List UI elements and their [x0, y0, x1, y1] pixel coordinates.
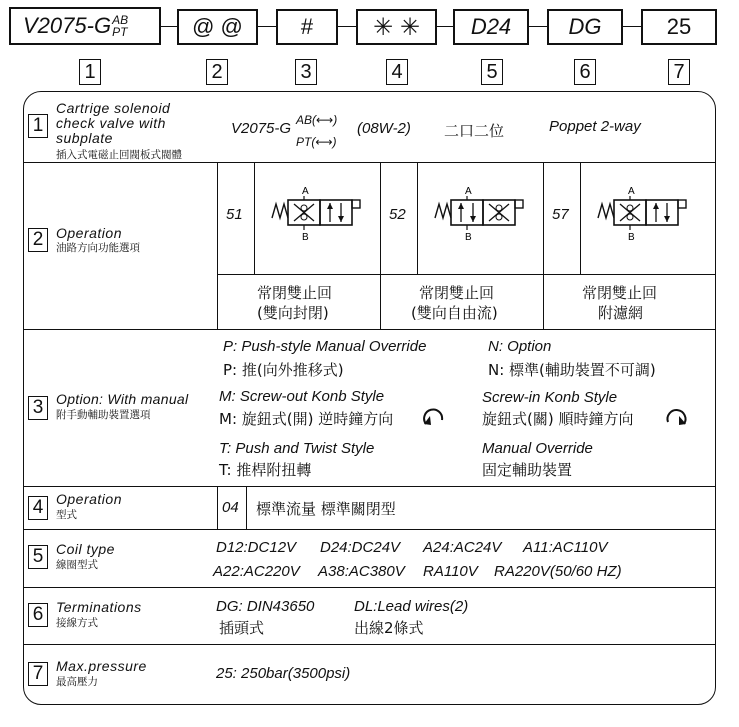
option-52-code: 52: [389, 206, 406, 223]
option-t-zh: T: 推桿附扭轉: [219, 461, 312, 479]
model-sub: PT: [112, 25, 128, 39]
svg-text:A: A: [628, 186, 635, 197]
row-1-title: Cartrige solenoid check valve with subplate: [56, 100, 171, 146]
header-index-5: 5: [481, 59, 503, 85]
manual-override-en: Manual Override: [482, 440, 593, 457]
row-6-title: Terminations: [56, 599, 142, 615]
coil-a22: A22:AC220V: [213, 563, 300, 580]
row-3-title: Option: With manual: [56, 391, 189, 407]
coil-d12: D12:DC12V: [216, 539, 297, 556]
row-7-title-zh: 最高壓力: [56, 676, 98, 688]
row-1-model-suffix: (08W-2): [357, 120, 411, 137]
option-n-zh: N: 標準(輔助裝置不可調): [488, 361, 656, 379]
code-box-option-3: #: [276, 9, 338, 45]
header-index-4: 4: [386, 59, 408, 85]
row-7-title: Max.pressure: [56, 658, 147, 674]
option-52-desc-2: (雙向自由流): [411, 304, 498, 322]
svg-text:B: B: [628, 232, 635, 240]
option-57-code: 57: [552, 206, 569, 223]
header-index-7: 7: [668, 59, 690, 85]
coil-a11: A11:AC110V: [523, 539, 608, 556]
clockwise-arrow-icon: [664, 404, 688, 426]
row-7-number: 7: [28, 662, 48, 686]
row-4-number: 4: [28, 496, 48, 520]
row-1-title-zh: 插入式電磁止回閥板式閥體: [56, 149, 182, 161]
header-index-3: 3: [295, 59, 317, 85]
code-box-model: [9, 7, 161, 45]
svg-text:B: B: [302, 232, 309, 240]
code-box-option-4: ✳ ✳: [356, 9, 437, 45]
max-pressure-value: 25: 250bar(3500psi): [216, 665, 351, 682]
model-main: V2075-G: [23, 13, 112, 38]
coil-d24: D24:DC24V: [320, 539, 401, 556]
termination-dg-en: DG: DIN43650: [216, 598, 315, 615]
operation-desc: 標準流量 標準關閉型: [256, 500, 396, 518]
coil-a38: A38:AC380V: [318, 563, 405, 580]
row-2-title: Operation: [56, 225, 122, 241]
row-1-model-ports: AB(⟷) PT(⟷): [296, 113, 338, 149]
option-t-en: T: Push and Twist Style: [219, 440, 375, 457]
row-2-number: 2: [28, 228, 48, 252]
code-box-option-5: D24: [453, 9, 529, 45]
header-index-1: 1: [79, 59, 101, 85]
option-57-desc-1: 常閉雙止回: [582, 284, 658, 302]
row-5-title-zh: 線圈型式: [56, 559, 98, 571]
option-51-desc-1: 常閉雙止回: [257, 284, 333, 302]
row-6-title-zh: 接線方式: [56, 617, 98, 629]
termination-dl-zh: 出線2條式: [354, 619, 424, 637]
coil-a24: A24:AC24V: [423, 539, 502, 556]
row-1-model: V2075-G: [231, 120, 292, 137]
code-box-option-2: @ @: [177, 9, 258, 45]
svg-text:A: A: [302, 186, 309, 197]
row-2-title-zh: 油路方向功能選項: [56, 242, 140, 254]
option-screw-in-zh: 旋鈕式(關) 順時鐘方向: [482, 410, 634, 428]
coil-ra220: RA220V(50/60 HZ): [494, 563, 622, 580]
option-57-desc-2: 附濾網: [598, 304, 644, 322]
option-p-en: P: Push-style Manual Override: [223, 338, 427, 355]
row-4-title-zh: 型式: [56, 509, 77, 521]
option-m-zh: M: 旋鈕式(開) 逆時鐘方向: [219, 410, 394, 428]
termination-dl-en: DL:Lead wires(2): [354, 598, 469, 615]
option-n-en: N: Option: [488, 338, 552, 355]
code-box-option-7: 25: [641, 9, 717, 45]
option-m-en: M: Screw-out Konb Style: [219, 388, 385, 405]
row-6-number: 6: [28, 603, 48, 627]
row-3-number: 3: [28, 396, 48, 420]
valve-symbol-57: [594, 184, 698, 240]
operation-code: 04: [222, 499, 239, 516]
coil-ra110: RA110V: [423, 563, 478, 580]
header-index-2: 2: [206, 59, 228, 85]
row-1-en-desc: Poppet 2-way: [549, 118, 641, 135]
svg-text:A: A: [465, 186, 472, 197]
row-4-title: Operation: [56, 491, 122, 507]
row-5-number: 5: [28, 545, 48, 569]
valve-symbol-52: [431, 184, 535, 240]
option-screw-in-en: Screw-in Konb Style: [482, 389, 618, 406]
option-51-desc-2: (雙向封閉): [257, 304, 329, 322]
option-p-zh: P: 推(向外推移式): [223, 361, 344, 379]
svg-text:B: B: [465, 232, 472, 240]
row-3-title-zh: 附手動輔助裝置選項: [56, 409, 151, 421]
manual-override-zh: 固定輔助裝置: [482, 461, 573, 479]
counterclockwise-arrow-icon: [422, 404, 446, 426]
termination-dg-zh: 插頭式: [219, 619, 265, 637]
option-52-desc-1: 常閉雙止回: [419, 284, 495, 302]
option-51-code: 51: [226, 206, 243, 223]
code-box-option-6: DG: [547, 9, 623, 45]
row-1-number: 1: [28, 114, 48, 138]
model-sup: AB: [112, 13, 129, 27]
row-5-title: Coil type: [56, 541, 115, 557]
row-1-zh-desc: 二口二位: [444, 122, 505, 140]
header-index-6: 6: [574, 59, 596, 85]
valve-symbol-51: [268, 184, 372, 240]
